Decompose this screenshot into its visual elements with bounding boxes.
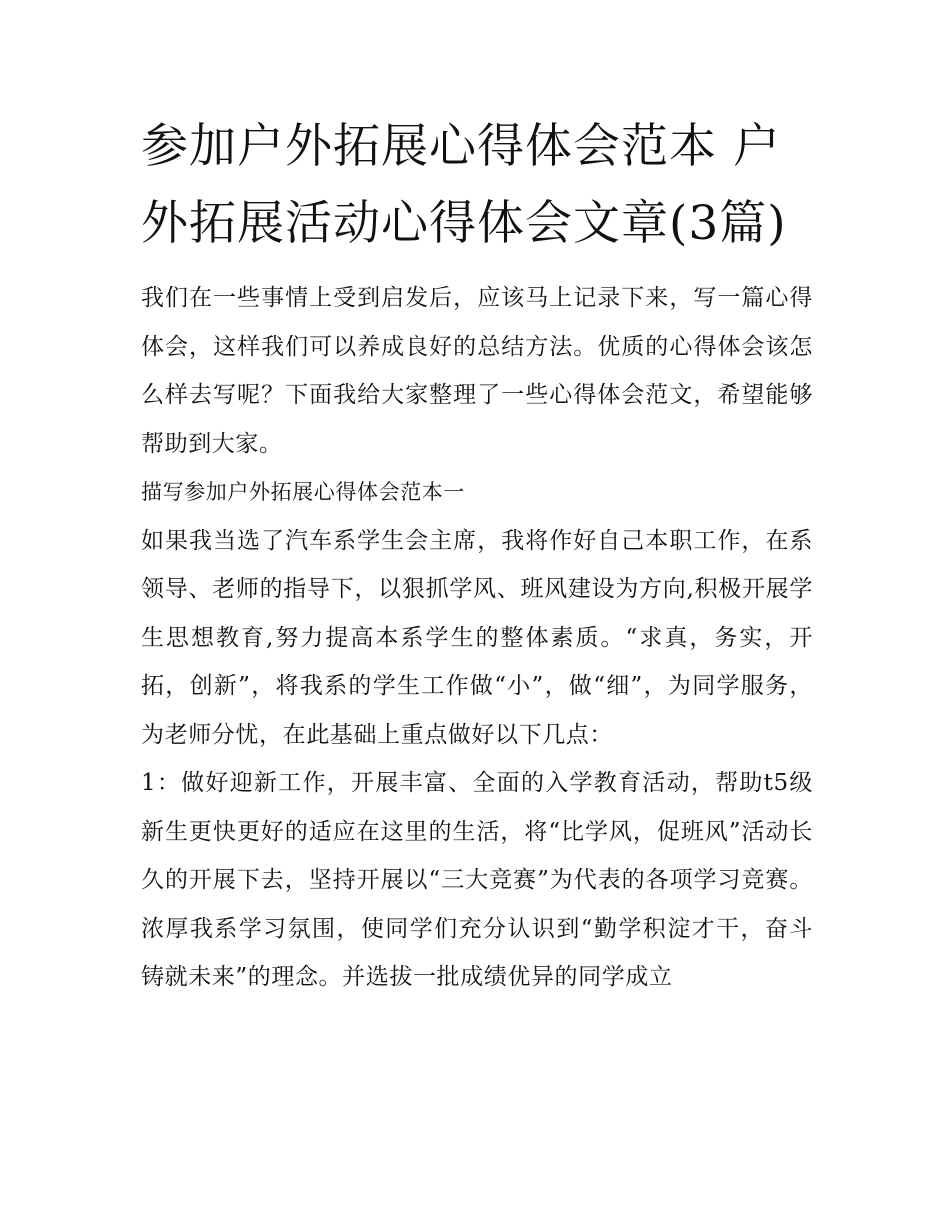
document-body [141, 274, 813, 1002]
body-paragraph: 1：做好迎新工作，开展丰富、全面的入学教育活动，帮助t5级新生更快更好的适应在这里的生活，将“比学风，促班风”活动长久的开展下去，坚持开展以“三大竞赛”为代表的各项学习竞赛。浓厚我系学习氛围，使同学们充分认识到“勤学积淀才干，奋斗铸就未来”的理念。并选拔一批成绩优异的同学成立 [141, 770, 813, 990]
document-page [141, 108, 813, 1002]
document-title: 参加户外拓展心得体会范本 户外拓展活动心得体会文章(3篇) [141, 119, 787, 251]
body-paragraph: 如果我当选了汽车系学生会主席，我将作好自己本职工作，在系领导、老师的指导下，以狠抓学风、班风建设为方向,积极开展学生思想教育,努力提高本系学生的整体素质。“求真，务实，开拓，创新”，将我系的学生工作做“小”，做“细”，为同学服务，为老师分忧，在此基础上重点做好以下几点： [141, 527, 813, 748]
intro-paragraph: 我们在一些事情上受到启发后，应该马上记录下来，写一篇心得体会，这样我们可以养成良好的总结方法。优质的心得体会该怎么样去写呢？下面我给大家整理了一些心得体会范文，希望能够帮助到大家。 [141, 285, 813, 457]
section-heading: 描写参加户外拓展心得体会范本一 [141, 480, 465, 504]
